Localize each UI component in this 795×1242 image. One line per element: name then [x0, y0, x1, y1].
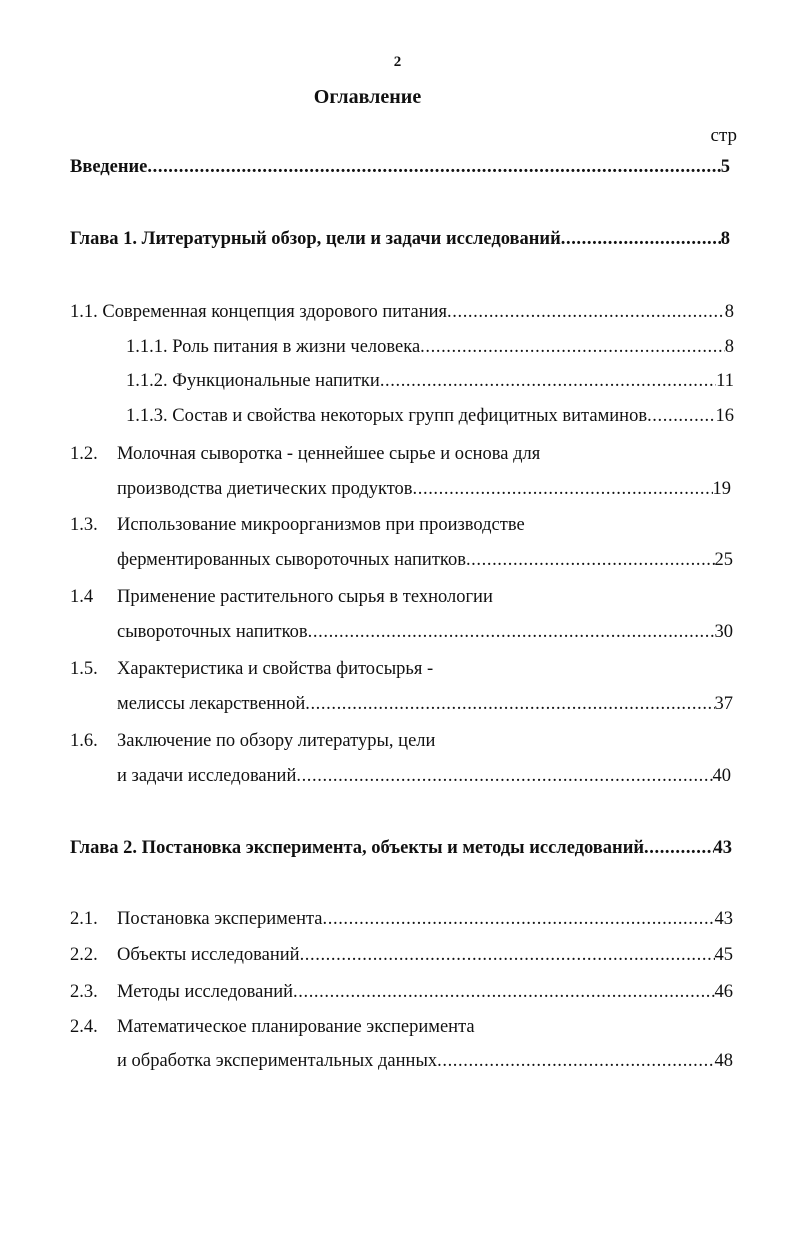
- toc-entry-2-2: [117, 945, 733, 971]
- toc-entry-label: Применение растительного сырья в технологии: [117, 587, 493, 607]
- toc-entry-number: 1.4: [70, 587, 94, 607]
- toc-entry-page: 43: [713, 838, 732, 858]
- dot-leader: [561, 229, 721, 250]
- toc-entry-label: Глава 2. Постановка эксперимента, объекты и методы исследований: [70, 838, 645, 858]
- dot-leader: [293, 982, 714, 1003]
- toc-entry-label: Глава 1. Литературный обзор, цели и задачи исследований: [70, 229, 561, 249]
- toc-entry-number: 1.3.: [70, 515, 98, 535]
- toc-entry-label: Объекты исследований: [117, 945, 300, 965]
- page-column-label: стр: [710, 125, 737, 146]
- dot-leader: [147, 157, 720, 178]
- toc-entry-label-cont: и задачи исследований: [117, 766, 297, 786]
- toc-entry-intro: [70, 157, 730, 183]
- page-title: Оглавление: [313, 86, 422, 108]
- toc-entry-label: 1.1.2. Функциональные напитки: [126, 371, 380, 391]
- dot-leader: [437, 1051, 714, 1072]
- toc-entry-1-1-3: [126, 406, 734, 432]
- toc-entry-1-1: [70, 302, 734, 328]
- toc-entry-label: 1.1. Современная концепция здорового питания: [70, 302, 448, 322]
- dot-leader: [413, 479, 713, 500]
- toc-entry-2-1: [117, 909, 733, 935]
- toc-entry-label: Использование микроорганизмов при производстве: [117, 515, 525, 535]
- toc-entry-page: 48: [714, 1051, 733, 1071]
- toc-entry-page: 45: [714, 945, 733, 965]
- toc-entry-1-4: [117, 622, 733, 648]
- toc-entry-label: Методы исследований: [117, 982, 294, 1002]
- toc-entry-number: 1.6.: [70, 731, 98, 751]
- dot-leader: [647, 406, 715, 427]
- toc-entry-label: Заключение по обзору литературы, цели: [117, 731, 436, 751]
- dot-leader: [305, 694, 714, 715]
- toc-entry-label-cont: сывороточных напитков: [117, 622, 308, 642]
- toc-entry-page: 8: [724, 302, 734, 322]
- toc-entry-label: 1.1.1. Роль питания в жизни человека: [126, 337, 421, 357]
- toc-entry-label: Постановка эксперимента: [117, 909, 323, 929]
- dot-leader: [380, 371, 716, 392]
- dot-leader: [296, 766, 712, 787]
- toc-entry-label-cont: ферментированных сывороточных напитков: [117, 550, 466, 570]
- toc-entry-page: 30: [714, 622, 733, 642]
- toc-entry-number: 1.5.: [70, 659, 98, 679]
- toc-entry-1-1-1: [126, 337, 734, 363]
- dot-leader: [323, 909, 715, 930]
- toc-entry-number: 2.1.: [70, 909, 98, 929]
- dot-leader: [300, 945, 715, 966]
- toc-entry-page: 46: [714, 982, 733, 1002]
- toc-entry-2-4: [117, 1051, 733, 1077]
- toc-entry-number: 2.2.: [70, 945, 98, 965]
- toc-entry-1-2: [117, 479, 731, 505]
- toc-entry-label-cont: мелиссы лекарственной: [117, 694, 306, 714]
- dot-leader: [644, 838, 713, 859]
- toc-entry-page: 43: [714, 909, 733, 929]
- toc-entry-2-3: [117, 982, 733, 1008]
- toc-entry-page: 19: [712, 479, 731, 499]
- toc-entry-1-3: [117, 550, 733, 576]
- toc-entry-label: Характеристика и свойства фитосырья -: [117, 659, 434, 679]
- toc-entry-label: 1.1.3. Состав и свойства некоторых групп дефицитных витаминов: [126, 406, 648, 426]
- toc-entry-page: 37: [714, 694, 733, 714]
- toc-entry-page: 40: [712, 766, 731, 786]
- toc-entry-page: 16: [715, 406, 734, 426]
- dot-leader: [308, 622, 715, 643]
- toc-entry-label: Введение: [70, 157, 148, 177]
- toc-entry-number: 2.4.: [70, 1017, 98, 1037]
- toc-entry-label: Молочная сыворотка - ценнейшее сырье и основа для: [117, 444, 541, 464]
- toc-entry-1-1-2: [126, 371, 734, 397]
- toc-entry-1-5: [117, 694, 733, 720]
- toc-entry-page: 11: [716, 371, 734, 391]
- toc-entry-page: 8: [724, 337, 734, 357]
- toc-entry-page: 25: [714, 550, 733, 570]
- toc-entry-label-cont: производства диетических продуктов: [117, 479, 413, 499]
- toc-entry-1-6: [117, 766, 731, 792]
- toc-entry-label: Математическое планирование эксперимента: [117, 1017, 475, 1037]
- toc-entry-label-cont: и обработка экспериментальных данных: [117, 1051, 438, 1071]
- toc-entry-number: 1.2.: [70, 444, 98, 464]
- toc-entry-page: 8: [720, 229, 730, 249]
- toc-entry-number: 2.3.: [70, 982, 98, 1002]
- toc-entry-page: 5: [720, 157, 730, 177]
- page-number: 2: [393, 54, 402, 70]
- dot-leader: [420, 337, 725, 358]
- dot-leader: [447, 302, 725, 323]
- toc-entry-chapter-1: [70, 229, 730, 255]
- dot-leader: [466, 550, 715, 571]
- toc-entry-chapter-2: [70, 838, 732, 864]
